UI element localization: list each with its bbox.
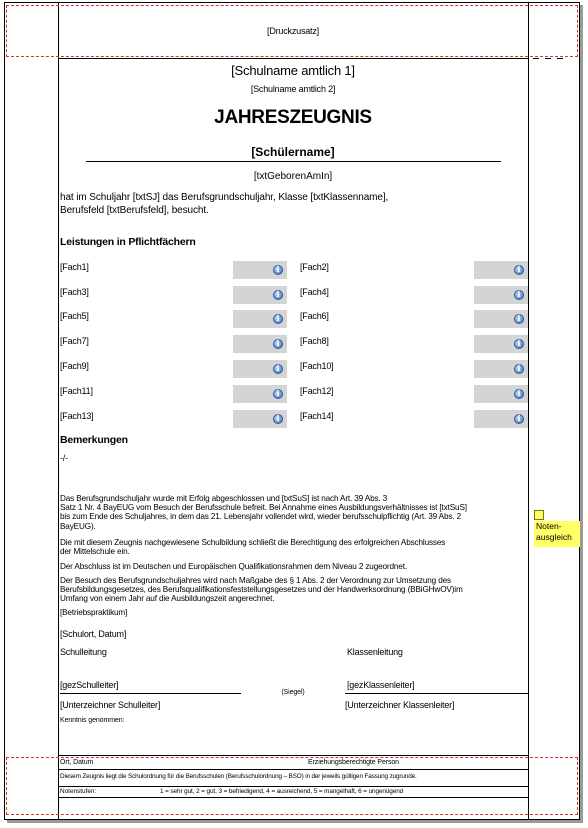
info-icon[interactable]: [514, 389, 524, 399]
subject-label-left: [Fach13]: [60, 411, 94, 421]
info-icon[interactable]: [273, 414, 283, 424]
section-subjects-heading: Leistungen in Pflichtfächern: [60, 236, 196, 248]
footer-guardian: Erziehungsberechtigte Person: [308, 759, 399, 766]
footer-grades-top-line: [58, 786, 528, 787]
footer-grades-bottom-line: [58, 797, 528, 798]
section-remarks-heading: Bemerkungen: [60, 434, 128, 446]
subject-label-right: [Fach4]: [300, 287, 329, 297]
place-date-field: [Schulort, Datum]: [60, 629, 127, 639]
footer-grades-scale: 1 = sehr gut, 2 = gut, 3 = befriedigend, 4 = ausreichend, 5 = mangelhaft, 6 = ungenügend: [160, 788, 404, 795]
subject-label-left: [Fach3]: [60, 287, 89, 297]
text-line: Umfang von einem Jahr auf die Ausbildungszeit angerechnet.: [60, 594, 275, 604]
text-line: Satz 1 Nr. 4 BayEUG vom Besuch der Berufsschule befreit. Bei Annahme eines Ausbildungsverhältnisses ist [txtSuS]: [60, 503, 467, 513]
text-line: BayEUG).: [60, 521, 96, 531]
signature-line-left: [60, 693, 241, 694]
subject-label-right: [Fach8]: [300, 336, 329, 346]
remarks-value: -/-: [60, 453, 68, 463]
grade-field[interactable]: [474, 286, 528, 304]
school-name-2: [Schulname amtlich 2]: [250, 84, 336, 94]
text-line: Die mit diesem Zeugnis nachgewiesene Schulbildung schließt die Berechtigung des erfolgreichen Abschlusses: [60, 538, 446, 547]
paragraph-qualification-level: Der Abschluss ist im Deutschen und Europäischen Qualifikationsrahmen dem Niveau 2 zugeordnet.: [60, 562, 407, 571]
info-icon[interactable]: [514, 339, 524, 349]
grade-field[interactable]: [474, 310, 528, 328]
grade-field[interactable]: [474, 385, 528, 403]
grade-field[interactable]: [474, 410, 528, 428]
grade-field[interactable]: [233, 261, 287, 279]
info-icon[interactable]: [273, 314, 283, 324]
name-underline: [86, 161, 501, 162]
text-line: Der Besuch des Berufsgrundschuljahres wird nach Maßgabe des § 1 Abs. 2 der Verordnung zur Umsetzung des: [60, 576, 451, 585]
acknowledged-label: Kenntnis genommen:: [60, 717, 125, 724]
subject-label-left: [Fach11]: [60, 386, 93, 396]
info-icon[interactable]: [514, 414, 524, 424]
subject-label-left: [Fach9]: [60, 361, 89, 371]
school-name-1: [Schulname amtlich 1]: [231, 63, 355, 78]
grade-field[interactable]: [233, 286, 287, 304]
info-icon[interactable]: [514, 314, 524, 324]
note-flag-icon[interactable]: [534, 510, 544, 520]
note-grade-compensation[interactable]: [534, 521, 580, 547]
document-title: JAHRESZEUGNIS: [214, 107, 372, 128]
info-icon[interactable]: [514, 364, 524, 374]
text-line: Berufsbildungsgesetzes, des Berufsqualifikationsfeststellungsgesetzes und der Handwerksordnung (BBiGHwOV)im: [60, 585, 463, 595]
subject-label-right: [Fach6]: [300, 311, 329, 321]
info-icon[interactable]: [273, 364, 283, 374]
paragraph-exemption: [60, 494, 522, 531]
note-label-line-1: Noten-: [536, 521, 562, 531]
info-icon[interactable]: [273, 290, 283, 300]
signature-name-right: [gezKlassenleiter]: [347, 680, 415, 690]
text-line: bis zum Ende des Schuljahres, in dem das 21. Lebensjahr vollendet wird, wieder berufsschulpflichtig (Art. 39 Abs. 2: [60, 512, 461, 522]
birth-field: [txtGeborenAmIn]: [253, 171, 333, 182]
header-separator: [58, 58, 528, 59]
subject-label-right: [Fach10]: [300, 361, 334, 371]
info-icon[interactable]: [514, 290, 524, 300]
text-line: der Mittelschule ein.: [60, 547, 130, 557]
note-label-line-2: ausgleich: [536, 532, 572, 542]
document-page: [4, 2, 580, 820]
grade-field[interactable]: [233, 360, 287, 378]
info-icon[interactable]: [514, 265, 524, 275]
signer-right: [Unterzeichner Klassenleiter]: [345, 700, 455, 710]
paragraph-school-education: [60, 538, 522, 556]
signature-role-left: Schulleitung: [60, 647, 107, 657]
intro-line-1: hat im Schuljahr [txtSJ] das Berufsgrundschuljahr, Klasse [txtKlassenname],: [60, 192, 389, 203]
intro-line-2: Berufsfeld [txtBerufsfeld], besucht.: [60, 205, 209, 216]
subject-label-right: [Fach14]: [300, 411, 334, 421]
footer-grades-label: Notenstufen:: [60, 788, 97, 795]
subject-label-left: [Fach1]: [60, 262, 89, 272]
paragraph-training-credit: [60, 576, 522, 604]
signature-line-right: [345, 693, 528, 694]
footer-place-date: Ort, Datum: [60, 759, 94, 766]
subject-label-left: [Fach7]: [60, 336, 89, 346]
student-name: [Schülername]: [251, 145, 335, 159]
grade-field[interactable]: [233, 385, 287, 403]
right-margin-line: [528, 3, 529, 819]
header-overlay-text: [Druckzusatz]: [267, 26, 319, 36]
grade-field[interactable]: [474, 335, 528, 353]
grade-field[interactable]: [233, 410, 287, 428]
seal-placeholder: (Siegel): [281, 689, 305, 696]
signer-left: [Unterzeichner Schulleiter]: [60, 700, 161, 710]
right-tick: [533, 58, 539, 59]
subject-label-left: [Fach5]: [60, 311, 89, 321]
info-icon[interactable]: [273, 265, 283, 275]
text-line: Das Berufsgrundschuljahr wurde mit Erfolg abgeschlossen und [txtSuS] ist nach Art. 39 Abs. 3: [60, 494, 388, 503]
right-tick: [557, 58, 563, 59]
signature-name-left: [gezSchulleiter]: [60, 680, 119, 690]
subject-label-right: [Fach12]: [300, 386, 334, 396]
grade-field[interactable]: [474, 360, 528, 378]
subject-label-right: [Fach2]: [300, 262, 329, 272]
info-icon[interactable]: [273, 339, 283, 349]
info-icon[interactable]: [273, 389, 283, 399]
grade-field[interactable]: [233, 310, 287, 328]
paragraph-internship: [Betriebspraktikum]: [60, 608, 128, 617]
footer-legal-note: Diesem Zeugnis liegt die Schulordnung für die Berufsschulen (Berufsschulordnung – BSO) in der jeweils gültigen Fassung zugrunde.: [60, 773, 417, 780]
footer-top-line: [58, 755, 528, 756]
footer-mid-line: [58, 769, 528, 770]
signature-role-right: Klassenleitung: [347, 647, 403, 657]
grade-field[interactable]: [233, 335, 287, 353]
right-tick: [545, 58, 551, 59]
grade-field[interactable]: [474, 261, 528, 279]
